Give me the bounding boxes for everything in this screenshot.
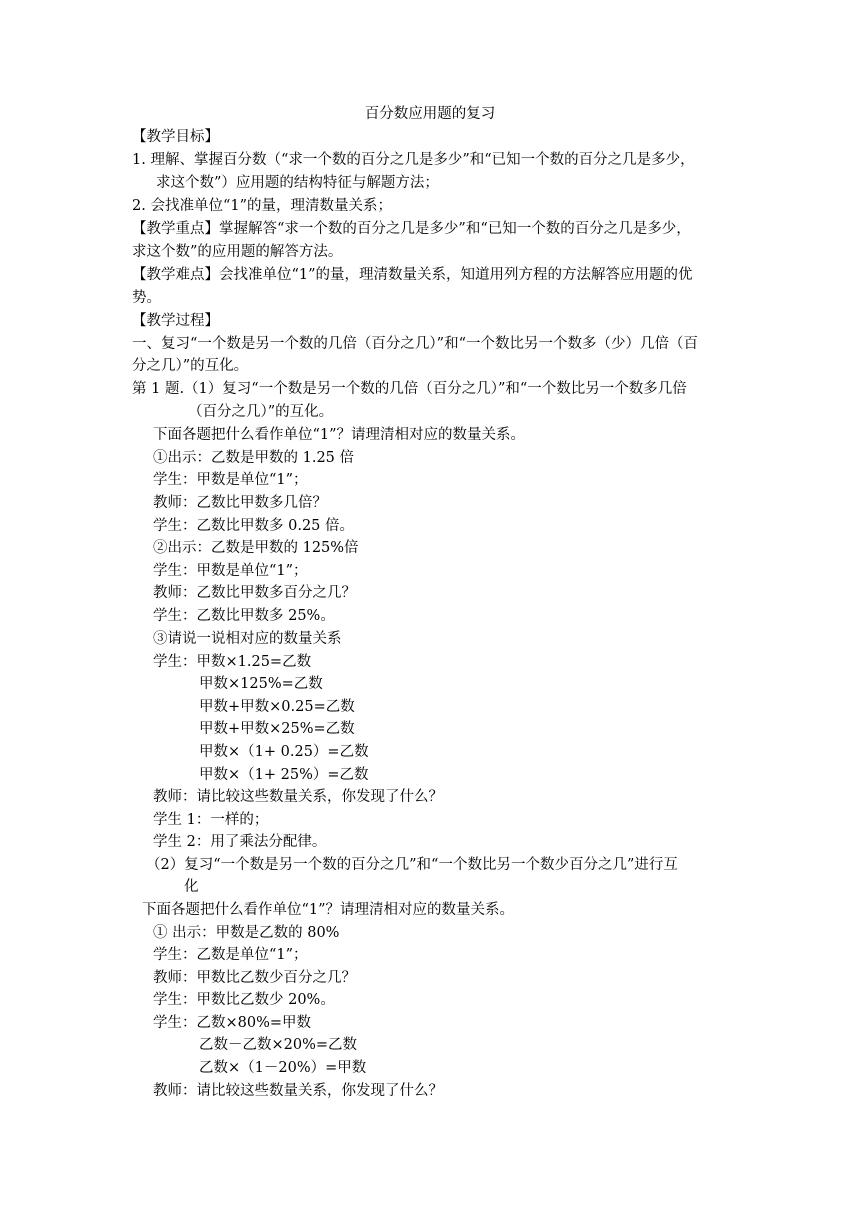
formula-line: 甲数×125%=乙数 (199, 676, 323, 692)
text-line: 下面各题把什么看作单位“1”？请理清相对应的数量关系。 (153, 427, 526, 443)
text-line: 学生：乙数是单位“1”； (153, 947, 308, 963)
text-line: 求这个数”的应用题的解答方法。 (132, 244, 343, 260)
text-line: 求这个数”）应用题的结构特征与解题方法； (156, 175, 439, 191)
text-line: 学生：乙数×80%=甲数 (153, 1015, 312, 1031)
text-line: 教师：请比较这些数量关系，你发现了什么？ (153, 789, 443, 805)
section-heading-objectives: 【教学目标】 (132, 129, 219, 145)
text-line: 教师：甲数比乙数少百分之几？ (153, 970, 356, 986)
text-line: 学生：甲数是单位“1”； (153, 563, 308, 579)
text-line: 学生：乙数比甲数多 25%。 (153, 608, 335, 624)
section-heading-difficulties: 【教学难点】会找准单位“1”的量，理清数量关系，知道用列方程的方法解答应用题的优 (132, 267, 693, 283)
text-line: 教师：请比较这些数量关系，你发现了什么？ (153, 1083, 443, 1099)
text-line: 2. 会找准单位“1”的量，理清数量关系； (132, 198, 392, 214)
formula-line: 甲数×（1+ 25%）=乙数 (199, 767, 369, 783)
text-line: 学生：甲数是单位“1”； (153, 472, 308, 488)
text-line: 学生：甲数比乙数少 20%。 (153, 992, 335, 1008)
section-heading-key-points: 【教学重点】掌握解答“求一个数的百分之几是多少”和“已知一个数的百分之几是多少， (132, 221, 691, 237)
text-line: ③请说一说相对应的数量关系 (153, 631, 342, 647)
text-line: ① 出示：甲数是乙数的 80% (153, 925, 340, 941)
document-title: 百分数应用题的复习 (364, 106, 496, 122)
formula-line: 乙数×（1－20%）=甲数 (199, 1060, 367, 1076)
formula-line: 甲数+甲数×0.25=乙数 (199, 699, 355, 715)
text-line: 学生 1：一样的； (153, 812, 269, 828)
text-line: 势。 (132, 290, 161, 306)
text-line: 1. 理解、掌握百分数（“求一个数的百分之几是多少”和“已知一个数的百分之几是多少， (132, 152, 695, 168)
text-line: 教师：乙数比甲数多百分之几？ (153, 585, 356, 601)
text-line: ②出示：乙数是甲数的 125%倍 (153, 540, 359, 556)
formula-line: 乙数－乙数×20%=乙数 (199, 1037, 358, 1053)
text-line: 教师：乙数比甲数多几倍？ (153, 495, 327, 511)
section-heading-process: 【教学过程】 (132, 313, 219, 329)
text-line: 学生：乙数比甲数多 0.25 倍。 (153, 518, 355, 534)
text-line: 下面各题把什么看作单位“1”？请理清相对应的数量关系。 (142, 902, 515, 918)
formula-line: 甲数+甲数×25%=乙数 (199, 721, 355, 737)
text-line: （百分之几）”的互化。 (188, 404, 334, 420)
text-line: ①出示：乙数是甲数的 1.25 倍 (153, 450, 355, 466)
text-line: 学生：甲数×1.25=乙数 (153, 654, 312, 670)
text-line: 分之几）”的互化。 (132, 358, 249, 374)
text-line: 第 1 题.（1）复习“一个数是另一个数的几倍（百分之几）”和“一个数比另一个数多几倍 (132, 381, 687, 397)
text-line: 学生 2：用了乘法分配律。 (153, 834, 327, 850)
formula-line: 甲数×（1+ 0.25）=乙数 (199, 744, 369, 760)
text-line: 化 (184, 879, 199, 895)
text-line: 一、复习“一个数是另一个数的几倍（百分之几）”和“一个数比另一个数多（少）几倍（百 (132, 336, 698, 352)
text-line: （2）复习“一个数是另一个数的百分之几”和“一个数比另一个数少百分之几”进行互 (146, 857, 678, 873)
